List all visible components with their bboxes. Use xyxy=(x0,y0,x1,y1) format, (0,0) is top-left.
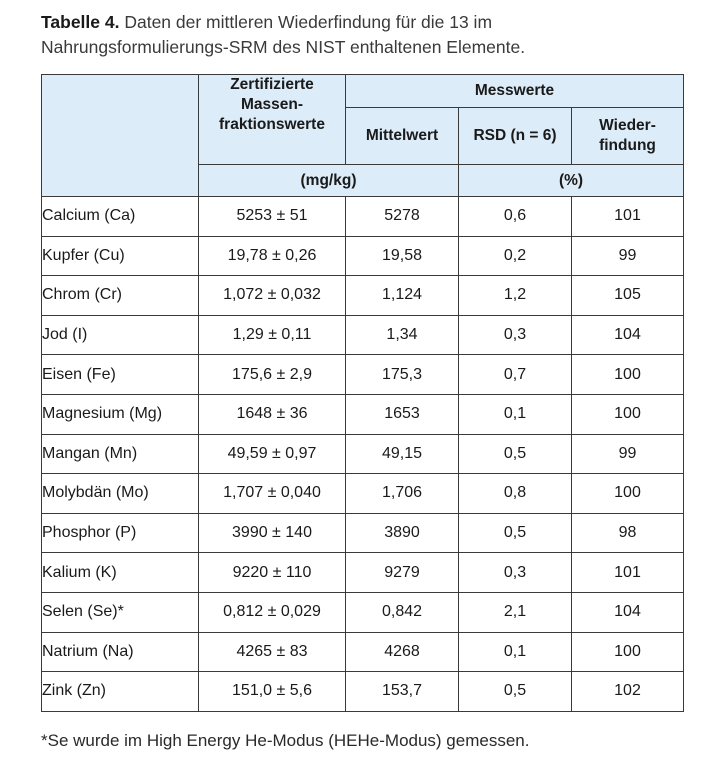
table-row xyxy=(42,592,684,632)
cell-certified: 9220 ± 110 xyxy=(199,553,346,593)
cell-certified: 151,0 ± 5,6 xyxy=(199,672,346,712)
cell-element: Mangan (Mn) xyxy=(42,434,199,474)
cell-element: Magnesium (Mg) xyxy=(42,394,199,434)
cell-mean: 4268 xyxy=(346,632,459,672)
cell-rsd: 0,3 xyxy=(459,315,572,355)
cell-recovery: 100 xyxy=(572,474,684,514)
cell-rsd: 0,7 xyxy=(459,355,572,395)
cell-recovery: 99 xyxy=(572,434,684,474)
cell-element: Calcium (Ca) xyxy=(42,197,199,237)
cell-rsd: 1,2 xyxy=(459,276,572,316)
caption-label: Tabelle 4. xyxy=(41,12,120,32)
header-certified-line3: fraktionswerte xyxy=(219,116,325,133)
header-unit-mgkg: (mg/kg) xyxy=(199,165,459,197)
caption-text: Daten der mittleren Wiederfindung für die 13 im Nahrungsformulierungs-SRM des NIST enthaltenen Elemente. xyxy=(41,12,526,57)
cell-recovery: 102 xyxy=(572,672,684,712)
cell-element: Eisen (Fe) xyxy=(42,355,199,395)
header-recovery-line2: findung xyxy=(599,137,656,154)
cell-certified: 175,6 ± 2,9 xyxy=(199,355,346,395)
table-row xyxy=(42,672,684,712)
cell-rsd: 0,5 xyxy=(459,434,572,474)
header-certified xyxy=(199,75,346,165)
cell-rsd: 0,3 xyxy=(459,553,572,593)
recovery-table xyxy=(41,74,684,712)
table-row xyxy=(42,513,684,553)
cell-recovery: 104 xyxy=(572,592,684,632)
table-row xyxy=(42,236,684,276)
cell-rsd: 0,6 xyxy=(459,197,572,237)
cell-recovery: 105 xyxy=(572,276,684,316)
table-row xyxy=(42,276,684,316)
cell-element: Kalium (K) xyxy=(42,553,199,593)
cell-element: Phosphor (P) xyxy=(42,513,199,553)
cell-recovery: 101 xyxy=(572,197,684,237)
cell-certified: 1,707 ± 0,040 xyxy=(199,474,346,514)
cell-mean: 3890 xyxy=(346,513,459,553)
cell-certified: 5253 ± 51 xyxy=(199,197,346,237)
cell-recovery: 100 xyxy=(572,355,684,395)
header-corner xyxy=(42,75,199,197)
table-footnote: *Se wurde im High Energy He-Modus (HEHe-Modus) gemessen. xyxy=(41,731,530,750)
header-unit-percent: (%) xyxy=(459,165,684,197)
cell-mean: 5278 xyxy=(346,197,459,237)
cell-mean: 0,842 xyxy=(346,592,459,632)
cell-recovery: 104 xyxy=(572,315,684,355)
table-caption xyxy=(41,10,681,60)
cell-element: Natrium (Na) xyxy=(42,632,199,672)
cell-element: Selen (Se)* xyxy=(42,592,199,632)
table-row xyxy=(42,632,684,672)
header-recovery-line1: Wieder- xyxy=(599,117,656,134)
cell-certified: 1648 ± 36 xyxy=(199,394,346,434)
cell-rsd: 0,8 xyxy=(459,474,572,514)
cell-certified: 49,59 ± 0,97 xyxy=(199,434,346,474)
table-row xyxy=(42,315,684,355)
cell-element: Chrom (Cr) xyxy=(42,276,199,316)
cell-mean: 49,15 xyxy=(346,434,459,474)
cell-rsd: 0,5 xyxy=(459,513,572,553)
table-row xyxy=(42,394,684,434)
table-row xyxy=(42,474,684,514)
header-mean: Mittelwert xyxy=(346,108,459,165)
header-measured-group: Messwerte xyxy=(346,75,684,108)
cell-element: Molybdän (Mo) xyxy=(42,474,199,514)
cell-recovery: 101 xyxy=(572,553,684,593)
cell-mean: 1,34 xyxy=(346,315,459,355)
cell-recovery: 100 xyxy=(572,632,684,672)
cell-recovery: 99 xyxy=(572,236,684,276)
cell-mean: 153,7 xyxy=(346,672,459,712)
table-row xyxy=(42,197,684,237)
cell-mean: 19,58 xyxy=(346,236,459,276)
cell-rsd: 0,1 xyxy=(459,632,572,672)
cell-certified: 1,29 ± 0,11 xyxy=(199,315,346,355)
cell-certified: 4265 ± 83 xyxy=(199,632,346,672)
cell-certified: 0,812 ± 0,029 xyxy=(199,592,346,632)
cell-mean: 1,124 xyxy=(346,276,459,316)
header-certified-line2: Massen- xyxy=(240,96,304,113)
cell-mean: 1653 xyxy=(346,394,459,434)
cell-certified: 19,78 ± 0,26 xyxy=(199,236,346,276)
cell-rsd: 0,5 xyxy=(459,672,572,712)
header-certified-line1: Zertifizierte xyxy=(230,76,314,93)
table-row xyxy=(42,355,684,395)
cell-rsd: 2,1 xyxy=(459,592,572,632)
cell-mean: 1,706 xyxy=(346,474,459,514)
cell-rsd: 0,1 xyxy=(459,394,572,434)
cell-element: Kupfer (Cu) xyxy=(42,236,199,276)
cell-certified: 1,072 ± 0,032 xyxy=(199,276,346,316)
cell-mean: 175,3 xyxy=(346,355,459,395)
cell-recovery: 98 xyxy=(572,513,684,553)
header-rsd: RSD (n = 6) xyxy=(459,108,572,165)
cell-element: Jod (I) xyxy=(42,315,199,355)
cell-element: Zink (Zn) xyxy=(42,672,199,712)
table-row xyxy=(42,434,684,474)
cell-mean: 9279 xyxy=(346,553,459,593)
cell-certified: 3990 ± 140 xyxy=(199,513,346,553)
cell-recovery: 100 xyxy=(572,394,684,434)
header-recovery xyxy=(572,108,684,165)
cell-rsd: 0,2 xyxy=(459,236,572,276)
table-row xyxy=(42,553,684,593)
